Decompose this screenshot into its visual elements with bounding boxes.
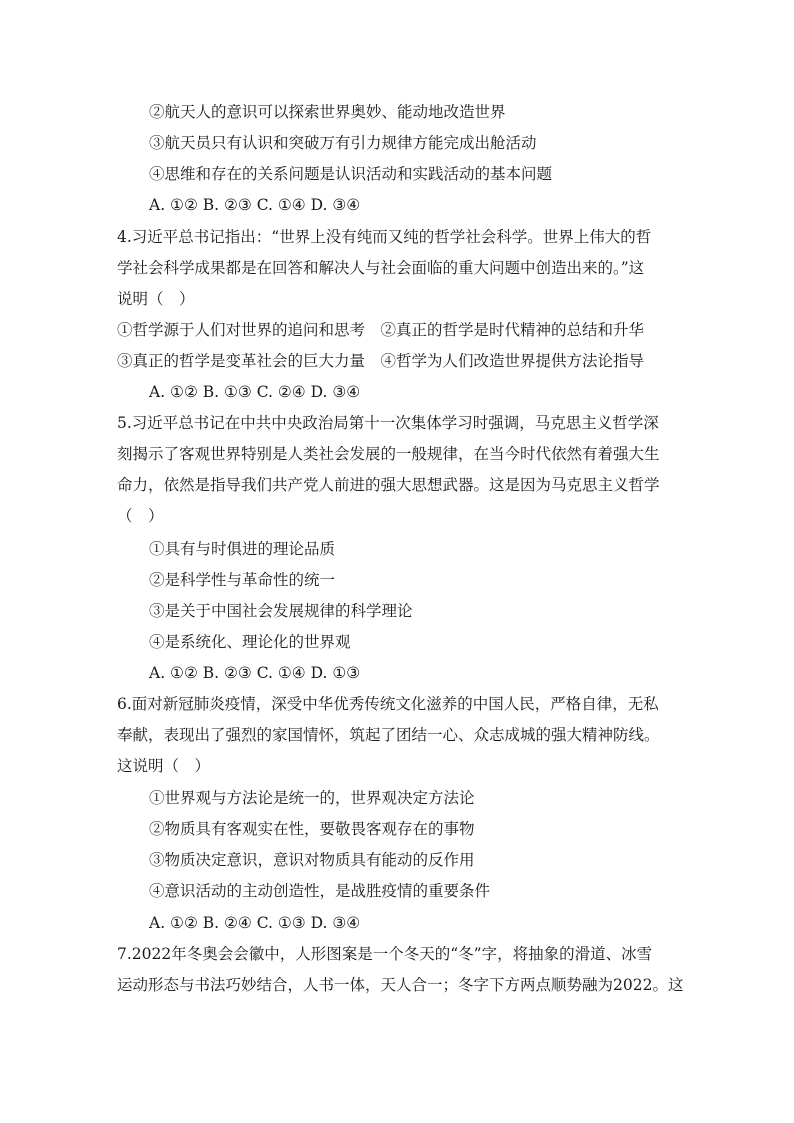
q6-statement-4: ④意识活动的主动创造性，是战胜疫情的重要条件 [149,882,491,900]
q3-statement-4: ④思维和存在的关系问题是认识活动和实践活动的基本问题 [149,165,553,183]
q7-stem-line-1: 7.2022年冬奥会会徽中，人形图案是一个冬天的“冬”字，将抽象的滑道、冰雪 [117,945,653,963]
q6-stem-line-3: 这说明（ ） [117,757,211,775]
q4-statements-line-2: ③真正的哲学是变革社会的巨大力量 ④哲学为人们改造世界提供方法论指导 [117,352,645,370]
q5-stem-line-3: 命力，依然是指导我们共产党人前进的强大思想武器。这是因为马克思主义哲学 [117,476,660,494]
q5-statement-3: ③是关于中国社会发展规律的科学理论 [149,602,413,620]
q5-stem-line-2: 刻揭示了客观世界特别是人类社会发展的一般规律，在当今时代依然有着强大生 [117,445,660,463]
q3-options: A. ①② B. ②③ C. ①④ D. ③④ [149,196,361,214]
q4-stem-line-3: 说明（ ） [117,290,195,308]
q4-stem-line-2: 学社会科学成果都是在回答和解决人与社会面临的重大问题中创造出来的。”这 [117,259,645,277]
q3-statement-3: ③航天员只有认识和突破万有引力规律方能完成出舱活动 [149,134,537,152]
q4-options: A. ①② B. ①③ C. ②④ D. ③④ [149,383,361,401]
q5-stem-line-1: 5.习近平总书记在中共中央政治局第十一次集体学习时强调，马克思主义哲学深 [117,414,659,432]
q5-statement-2: ②是科学性与革命性的统一 [149,571,336,589]
q5-options: A. ①② B. ②③ C. ①④ D. ①③ [149,664,361,682]
q6-statement-3: ③物质决定意识，意识对物质具有能动的反作用 [149,851,475,869]
q7-stem-line-2: 运动形态与书法巧妙结合，人书一体，天人合一；冬字下方两点顺势融为2022。这 [117,976,684,994]
q6-statement-2: ②物质具有客观实在性，要敬畏客观存在的事物 [149,820,475,838]
q6-statement-1: ①世界观与方法论是统一的，世界观决定方法论 [149,789,475,807]
q4-statements-line-1: ①哲学源于人们对世界的追问和思考 ②真正的哲学是时代精神的总结和升华 [117,321,645,339]
q6-stem-line-2: 奉献，表现出了强烈的家国情怀，筑起了团结一心、众志成城的强大精神防线。 [117,726,660,744]
q5-stem-line-4: （ ） [117,507,164,525]
q5-statement-4: ④是系统化、理论化的世界观 [149,633,351,651]
q5-statement-1: ①具有与时俱进的理论品质 [149,540,336,558]
q3-statement-2: ②航天人的意识可以探索世界奥妙、能动地改造世界 [149,103,506,121]
q6-stem-line-1: 6.面对新冠肺炎疫情，深受中华优秀传统文化滋养的中国人民，严格自律，无私 [117,695,659,713]
q6-options: A. ①② B. ②④ C. ①③ D. ③④ [149,914,361,932]
q4-stem-line-1: 4.习近平总书记指出：“世界上没有纯而又纯的哲学社会科学。世界上伟大的哲 [117,228,652,246]
